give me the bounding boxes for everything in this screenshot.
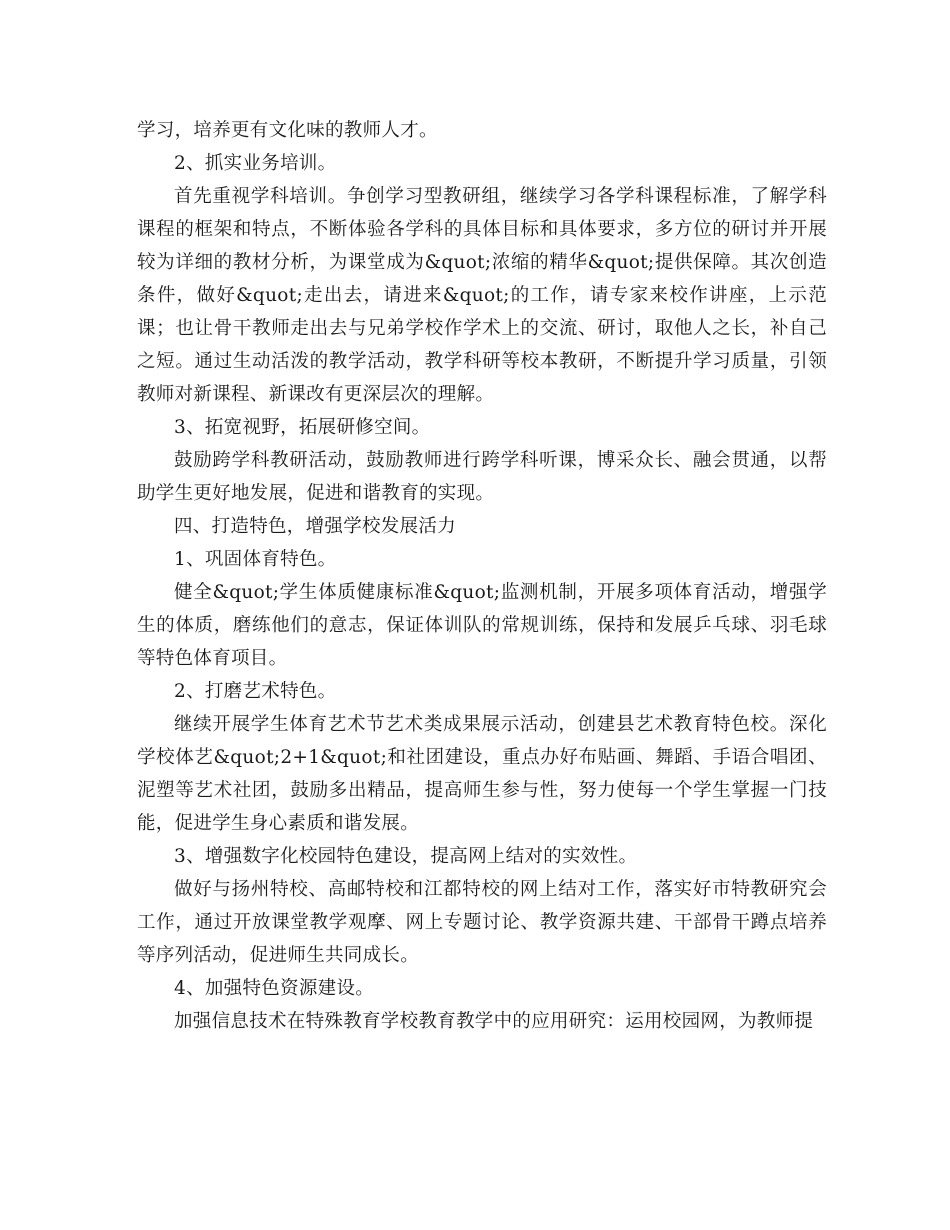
section-heading-characteristics: 四、打造特色，增强学校发展活力 <box>174 516 457 537</box>
paragraph-continuation: 学习，培养更有文化味的教师人才。 <box>137 120 438 141</box>
subheading-broaden-vision: 3、拓宽视野，拓展研修空间。 <box>174 417 431 438</box>
subheading-arts: 2、打磨艺术特色。 <box>174 681 337 702</box>
paragraph-arts: 继续开展学生体育艺术节艺术类成果展示活动，创建县艺术教育特色校。深化学校体艺&quot;2+1&quot;和社团建设，重点办好布贴画、舞蹈、手语合唱团、泥塑等艺术社团，鼓励多出精品，提高师生参与性，努力使每一个学生掌握一门技能，促进学生身心素质和谐发展。 <box>137 714 827 834</box>
subheading-resources: 4、加强特色资源建设。 <box>174 978 375 999</box>
paragraph-sports: 健全&quot;学生体质健康标准&quot;监测机制，开展多项体育活动，增强学生的体质，磨练他们的意志，保证体训队的常规训练，保持和发展乒乓球、羽毛球等特色体育项目。 <box>137 582 827 669</box>
subheading-sports: 1、巩固体育特色。 <box>174 549 337 570</box>
paragraph-subject-training: 首先重视学科培训。争创学习型教研组，继续学习各学科课程标准，了解学科课程的框架和特点，不断体验各学科的具体目标和具体要求，多方位的研讨并开展较为详细的教材分析，为课堂成为&quot;浓缩的精华&quot;提供保障。其次创造条件，做好&quot;走出去，请进来&quot;的工作，请专家来校作讲座，上示范课；也让骨干教师走出去与兄弟学校作学术上的交流、研讨，取他人之长，补自己之短。通过生动活泼的教学活动，教学科研等校本教研，不断提升学习质量，引领教师对新课程、新课改有更深层次的理解。 <box>137 186 827 405</box>
paragraph-resources: 加强信息技术在特殊教育学校教育教学中的应用研究：运用校园网，为教师提 <box>174 1011 814 1032</box>
paragraph-cross-subject: 鼓励跨学科教研活动，鼓励教师进行跨学科听课，博采众长、融会贯通，以帮助学生更好地发展，促进和谐教育的实现。 <box>137 450 827 504</box>
subheading-business-training: 2、抓实业务培训。 <box>174 153 337 174</box>
document-body <box>137 114 827 1038</box>
subheading-digital-campus: 3、增强数字化校园特色建设，提高网上结对的实效性。 <box>174 846 638 867</box>
paragraph-digital-campus: 做好与扬州特校、高邮特校和江都特校的网上结对工作，落实好市特教研究会工作，通过开放课堂教学观摩、网上专题讨论、教学资源共建、干部骨干蹲点培养等序列活动，促进师生共同成长。 <box>137 879 827 966</box>
